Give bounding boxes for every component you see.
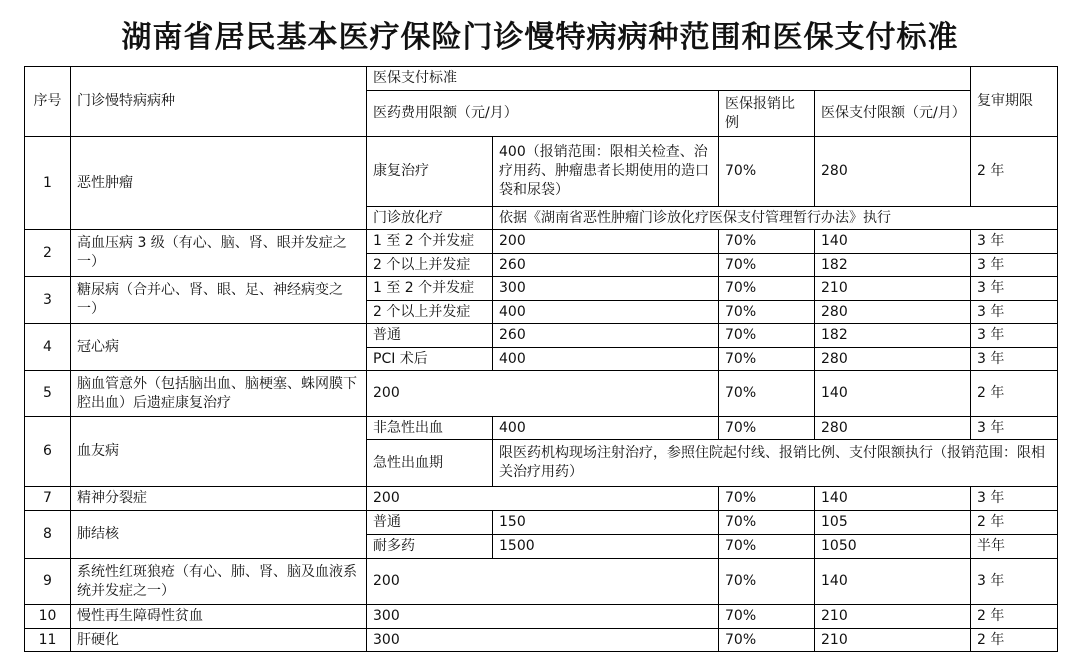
payment-standard-table (24, 66, 1058, 652)
pay-cell: 182 (815, 324, 971, 348)
cost-cell: 400 (493, 348, 719, 371)
pay-cell: 105 (815, 511, 971, 535)
table-row (25, 511, 1058, 535)
pay-cell: 140 (815, 487, 971, 511)
disease-cell: 精神分裂症 (71, 487, 367, 511)
item-cell: 耐多药 (367, 535, 493, 559)
item-cell: 2 个以上并发症 (367, 254, 493, 277)
cost-cell: 300 (493, 277, 719, 301)
seq-cell: 7 (25, 487, 71, 511)
cost-cell: 200 (493, 230, 719, 254)
pay-cell: 140 (815, 230, 971, 254)
disease-cell: 恶性肿瘤 (71, 137, 367, 230)
disease-cell: 肺结核 (71, 511, 367, 559)
table-row (25, 629, 1058, 652)
seq-cell: 8 (25, 511, 71, 559)
review-cell: 3 年 (971, 254, 1058, 277)
header-pay-limit: 医保支付限额（元/月） (815, 91, 971, 137)
cost-cell: 400（报销范围：限相关检查、治疗用药、肿瘤患者长期使用的造口袋和尿袋） (493, 137, 719, 207)
table-row (25, 371, 1058, 417)
seq-cell: 2 (25, 230, 71, 277)
pay-cell: 140 (815, 371, 971, 417)
item-cell: 1 至 2 个并发症 (367, 277, 493, 301)
cost-cell: 260 (493, 324, 719, 348)
review-cell: 2 年 (971, 629, 1058, 652)
cost-cell: 400 (493, 301, 719, 324)
note-cell: 限医药机构现场注射治疗，参照住院起付线、报销比例、支付限额执行（报销范围：限相关治疗用药） (493, 440, 1058, 487)
header-standard: 医保支付标准 (367, 67, 971, 91)
pay-cell: 210 (815, 605, 971, 629)
review-cell: 3 年 (971, 301, 1058, 324)
review-cell: 3 年 (971, 277, 1058, 301)
review-cell: 2 年 (971, 137, 1058, 207)
item-cell: 门诊放化疗 (367, 207, 493, 230)
ratio-cell: 70% (719, 348, 815, 371)
pay-cell: 140 (815, 559, 971, 605)
pay-cell: 280 (815, 301, 971, 324)
pay-cell: 210 (815, 629, 971, 652)
review-cell: 半年 (971, 535, 1058, 559)
cost-cell: 200 (367, 487, 719, 511)
ratio-cell: 70% (719, 230, 815, 254)
table-row (25, 605, 1058, 629)
cost-cell: 1500 (493, 535, 719, 559)
cost-cell: 260 (493, 254, 719, 277)
header-disease: 门诊慢特病病种 (71, 67, 367, 137)
pay-cell: 1050 (815, 535, 971, 559)
item-cell: 2 个以上并发症 (367, 301, 493, 324)
item-cell: 急性出血期 (367, 440, 493, 487)
table-row (25, 277, 1058, 301)
seq-cell: 10 (25, 605, 71, 629)
ratio-cell: 70% (719, 487, 815, 511)
header-ratio: 医保报销比例 (719, 91, 815, 137)
cost-cell: 200 (367, 371, 719, 417)
note-cell: 依据《湖南省恶性肿瘤门诊放化疗医保支付管理暂行办法》执行 (493, 207, 1058, 230)
review-cell: 3 年 (971, 348, 1058, 371)
disease-cell: 冠心病 (71, 324, 367, 371)
table-row (25, 487, 1058, 511)
header-seq: 序号 (25, 67, 71, 137)
disease-cell: 系统性红斑狼疮（有心、肺、肾、脑及血液系统并发症之一） (71, 559, 367, 605)
item-cell: 1 至 2 个并发症 (367, 230, 493, 254)
ratio-cell: 70% (719, 254, 815, 277)
pay-cell: 182 (815, 254, 971, 277)
seq-cell: 4 (25, 324, 71, 371)
item-cell: 康复治疗 (367, 137, 493, 207)
seq-cell: 11 (25, 629, 71, 652)
ratio-cell: 70% (719, 559, 815, 605)
pay-cell: 280 (815, 417, 971, 440)
disease-cell: 糖尿病（合并心、肾、眼、足、神经病变之一） (71, 277, 367, 324)
table-row (25, 417, 1058, 440)
ratio-cell: 70% (719, 301, 815, 324)
review-cell: 3 年 (971, 230, 1058, 254)
review-cell: 3 年 (971, 487, 1058, 511)
disease-cell: 脑血管意外（包括脑出血、脑梗塞、蛛网膜下腔出血）后遗症康复治疗 (71, 371, 367, 417)
ratio-cell: 70% (719, 137, 815, 207)
review-cell: 2 年 (971, 371, 1058, 417)
seq-cell: 3 (25, 277, 71, 324)
cost-cell: 300 (367, 629, 719, 652)
ratio-cell: 70% (719, 277, 815, 301)
review-cell: 3 年 (971, 324, 1058, 348)
cost-cell: 400 (493, 417, 719, 440)
ratio-cell: 70% (719, 511, 815, 535)
table-row (25, 137, 1058, 207)
disease-cell: 高血压病 3 级（有心、脑、肾、眼并发症之一） (71, 230, 367, 277)
item-cell: 普通 (367, 324, 493, 348)
review-cell: 3 年 (971, 559, 1058, 605)
table-row (25, 559, 1058, 605)
ratio-cell: 70% (719, 324, 815, 348)
seq-cell: 6 (25, 417, 71, 487)
table-row (25, 230, 1058, 254)
ratio-cell: 70% (719, 371, 815, 417)
pay-cell: 280 (815, 137, 971, 207)
page-title: 湖南省居民基本医疗保险门诊慢特病病种范围和医保支付标准 (121, 20, 959, 55)
disease-cell: 血友病 (71, 417, 367, 487)
cost-cell: 300 (367, 605, 719, 629)
pay-cell: 280 (815, 348, 971, 371)
ratio-cell: 70% (719, 605, 815, 629)
ratio-cell: 70% (719, 417, 815, 440)
review-cell: 2 年 (971, 605, 1058, 629)
item-cell: 非急性出血 (367, 417, 493, 440)
pay-cell: 210 (815, 277, 971, 301)
header-review: 复审期限 (971, 67, 1058, 137)
disease-cell: 慢性再生障碍性贫血 (71, 605, 367, 629)
seq-cell: 9 (25, 559, 71, 605)
seq-cell: 1 (25, 137, 71, 230)
item-cell: 普通 (367, 511, 493, 535)
ratio-cell: 70% (719, 535, 815, 559)
ratio-cell: 70% (719, 629, 815, 652)
review-cell: 3 年 (971, 417, 1058, 440)
cost-cell: 200 (367, 559, 719, 605)
header-cost-limit: 医药费用限额（元/月） (367, 91, 719, 137)
table-row (25, 324, 1058, 348)
review-cell: 2 年 (971, 511, 1058, 535)
cost-cell: 150 (493, 511, 719, 535)
seq-cell: 5 (25, 371, 71, 417)
disease-cell: 肝硬化 (71, 629, 367, 652)
item-cell: PCI 术后 (367, 348, 493, 371)
